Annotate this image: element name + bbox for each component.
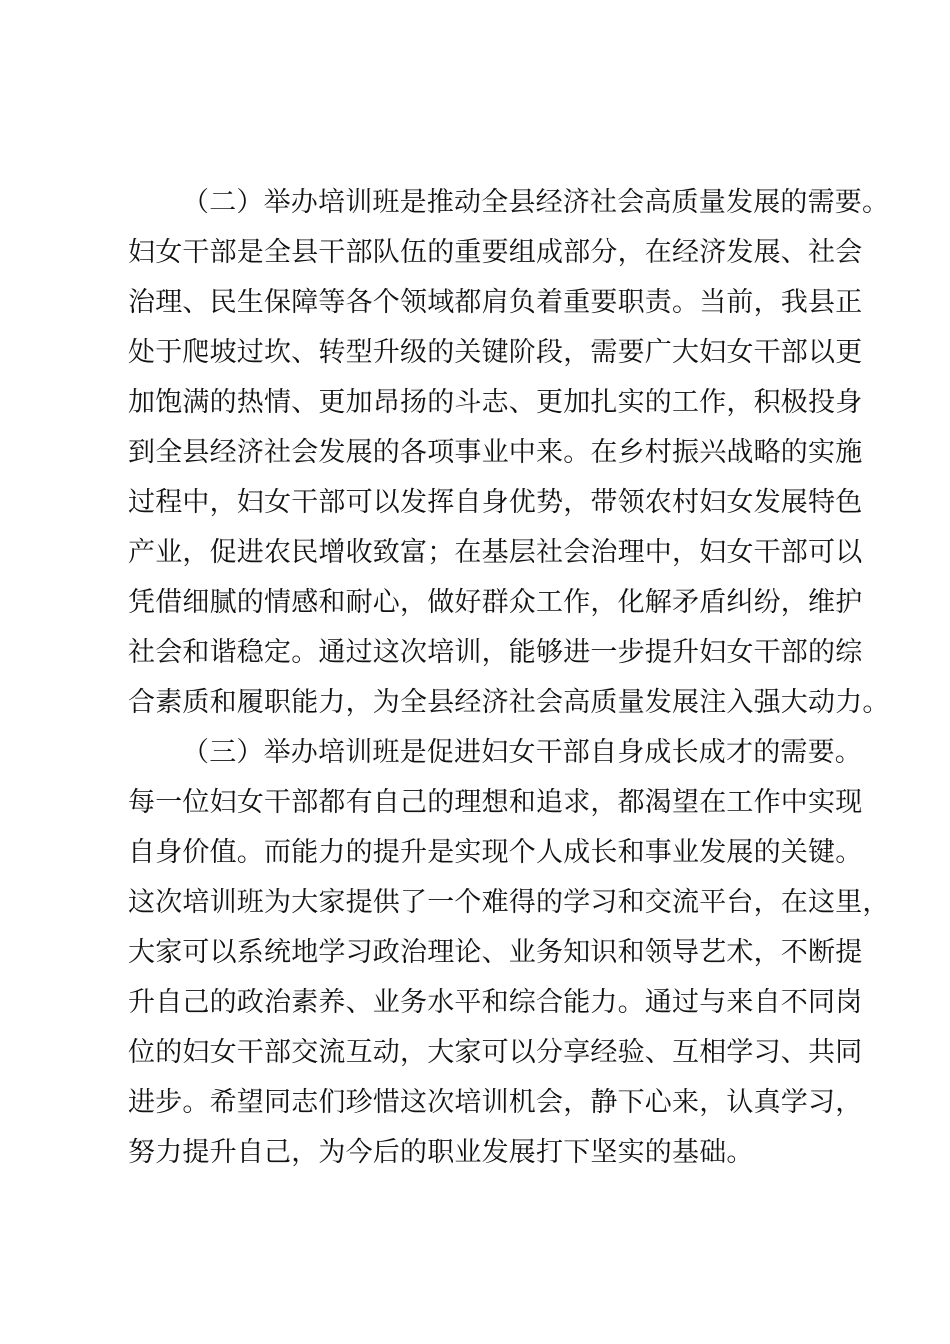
text-line: 加饱满的热情、更加昂扬的斗志、更加扎实的工作，积极投身 <box>128 387 863 418</box>
text-line: 妇女干部是全县干部队伍的重要组成部分，在经济发展、社会 <box>128 237 863 268</box>
text-line: 治理、民生保障等各个领域都肩负着重要职责。当前，我县正 <box>128 287 863 318</box>
text-line: 自身价值。而能力的提升是实现个人成长和事业发展的关键。 <box>128 837 863 868</box>
text-line: 升自己的政治素养、业务水平和综合能力。通过与来自不同岗 <box>128 987 863 1018</box>
text-line: 社会和谐稳定。通过这次培训，能够进一步提升妇女干部的综 <box>128 637 863 668</box>
text-line: 处于爬坡过坎、转型升级的关键阶段，需要广大妇女干部以更 <box>128 337 863 368</box>
paragraph-heading-line: （二）举办培训班是推动全县经济社会高质量发展的需要。 <box>182 187 890 218</box>
text-line: 过程中，妇女干部可以发挥自身优势，带领农村妇女发展特色 <box>128 487 863 518</box>
text-line: 这次培训班为大家提供了一个难得的学习和交流平台，在这里， <box>128 887 890 918</box>
text-line: 每一位妇女干部都有自己的理想和追求，都渴望在工作中实现 <box>128 787 863 818</box>
text-line: 凭借细腻的情感和耐心，做好群众工作，化解矛盾纠纷，维护 <box>128 587 863 618</box>
text-line: 到全县经济社会发展的各项事业中来。在乡村振兴战略的实施 <box>128 437 863 468</box>
paragraph-heading-line: （三）举办培训班是促进妇女干部自身成长成才的需要。 <box>182 737 862 768</box>
text-line: 大家可以系统地学习政治理论、业务知识和领导艺术，不断提 <box>128 937 863 968</box>
paragraph-two <box>128 178 890 728</box>
text-line: 进步。希望同志们珍惜这次培训机会，静下心来，认真学习， <box>128 1087 863 1118</box>
text-line: 努力提升自己，为今后的职业发展打下坚实的基础。 <box>128 1137 754 1168</box>
text-line: 合素质和履职能力，为全县经济社会高质量发展注入强大动力。 <box>128 687 890 718</box>
text-line: 位的妇女干部交流互动，大家可以分享经验、互相学习、共同 <box>128 1037 863 1068</box>
paragraph-three <box>128 728 890 1178</box>
text-line: 产业，促进农民增收致富；在基层社会治理中，妇女干部可以 <box>128 537 863 568</box>
document-body <box>128 178 890 1178</box>
